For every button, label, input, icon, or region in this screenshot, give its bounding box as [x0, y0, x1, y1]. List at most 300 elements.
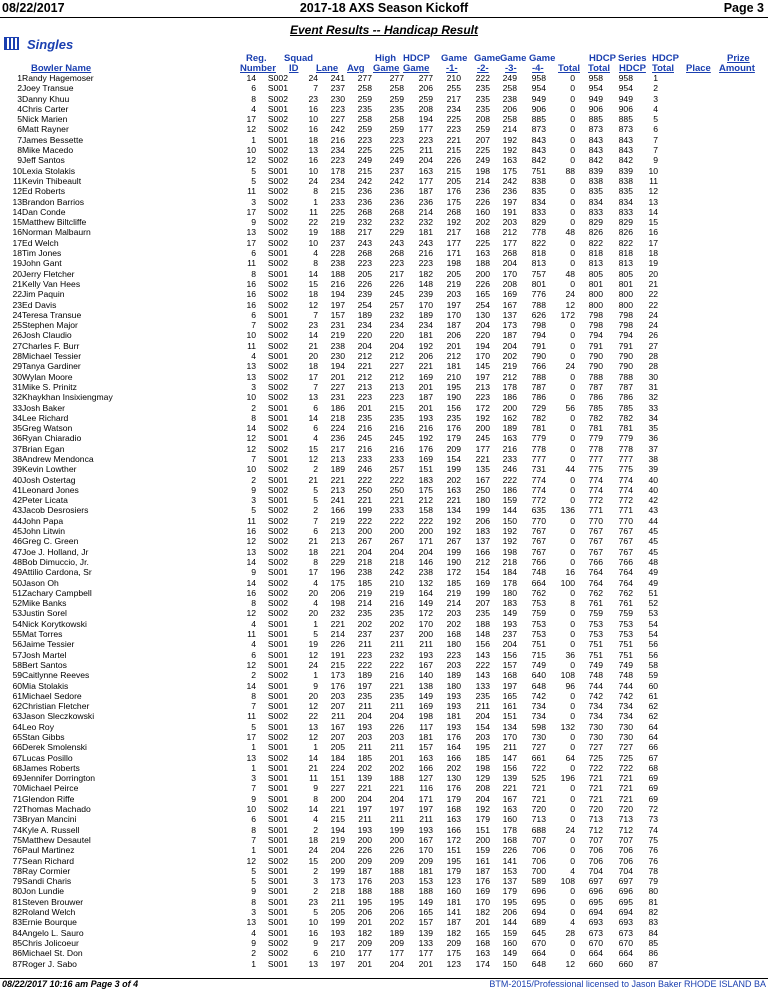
place: 64 [648, 721, 658, 732]
game-2: 156 [446, 402, 461, 413]
game-2: 215 [446, 145, 461, 156]
lane: 1 [313, 742, 318, 753]
squad-id: S002 [267, 124, 288, 135]
squad-id: S002 [267, 320, 288, 331]
squad-id: S001 [267, 134, 288, 145]
game-3: 154 [475, 721, 490, 732]
hdcp-total: 694 [618, 907, 633, 918]
squad-id: S001 [267, 453, 288, 464]
game-4: 178 [502, 824, 517, 835]
hdcp: 0 [570, 175, 575, 186]
average: 197 [330, 299, 345, 310]
prize-amount [658, 794, 696, 804]
lane: 9 [313, 937, 318, 948]
average: 206 [330, 587, 345, 598]
row-number: 14 [12, 206, 22, 217]
high-game: 201 [357, 402, 372, 413]
game-1: 177 [418, 948, 433, 959]
bowler-name: Lee Richard [22, 412, 69, 423]
average: 237 [330, 83, 345, 94]
reg-number: 13 [246, 752, 256, 763]
game-2: 189 [446, 670, 461, 681]
total: 791 [531, 340, 546, 351]
bowler-name: Attilio Cardona, Sr [22, 567, 92, 578]
series-hdcp: 744 [588, 680, 603, 691]
average: 213 [330, 484, 345, 495]
game-3: 198 [475, 165, 490, 176]
squad-id: S001 [267, 268, 288, 279]
hdcp-game: 221 [389, 680, 404, 691]
game-2: 123 [446, 958, 461, 969]
hdcp-game: 236 [389, 186, 404, 197]
game-3: 151 [475, 824, 490, 835]
game-4: 186 [502, 392, 517, 403]
place: 12 [648, 186, 658, 197]
table-row [0, 485, 696, 495]
report-date: 08/22/2017 [2, 1, 65, 15]
average: 215 [330, 186, 345, 197]
table-row [0, 258, 696, 268]
game-4: 149 [502, 608, 517, 619]
lane: 20 [308, 690, 318, 701]
bowler-name: Danny Khuu [22, 93, 70, 104]
table-row [0, 145, 696, 155]
game-1: 172 [418, 608, 433, 619]
table-row [0, 886, 696, 896]
game-1: 127 [418, 773, 433, 784]
high-game: 259 [357, 93, 372, 104]
game-3: 204 [475, 320, 490, 331]
reg-number: 16 [246, 526, 256, 537]
row-number: 65 [12, 732, 22, 742]
report-subtitle: Event Results -- Handicap Result [289, 23, 479, 37]
bowler-name: Ryan Chiaradio [22, 433, 82, 444]
table-row [0, 114, 696, 124]
high-game: 236 [357, 196, 372, 207]
game-4: 183 [502, 598, 517, 609]
game-3: 133 [475, 680, 490, 691]
col-avg: Avg [347, 63, 365, 74]
total: 842 [531, 155, 546, 166]
hdcp-game: 216 [389, 670, 404, 681]
prize-amount [658, 361, 696, 371]
high-game: 223 [357, 134, 372, 145]
series-hdcp: 734 [588, 701, 603, 712]
place: 69 [648, 773, 658, 784]
table-row [0, 876, 696, 886]
hdcp-total: 873 [618, 124, 633, 135]
hdcp-total: 712 [618, 824, 633, 835]
hdcp-total: 798 [618, 309, 633, 320]
reg-number: 12 [246, 536, 256, 547]
game-3: 207 [475, 598, 490, 609]
reg-number: 13 [246, 227, 256, 238]
total: 790 [531, 351, 546, 362]
hdcp-game: 233 [389, 505, 404, 516]
average: 191 [330, 649, 345, 660]
game-4: 258 [502, 114, 517, 125]
hdcp: 0 [570, 258, 575, 269]
high-game: 205 [357, 268, 372, 279]
table-row [0, 732, 696, 742]
high-game: 242 [357, 175, 372, 186]
squad-id: S002 [267, 330, 288, 341]
game-4: 151 [502, 711, 517, 722]
row-number: 38 [12, 453, 22, 464]
squad-id: S002 [267, 515, 288, 526]
squad-id: S001 [267, 958, 288, 969]
game-2: 123 [446, 876, 461, 887]
squad-id: S001 [267, 845, 288, 856]
reg-number: 14 [246, 73, 256, 83]
high-game: 218 [357, 556, 372, 567]
total: 774 [531, 474, 546, 485]
game-1: 170 [418, 299, 433, 310]
hdcp-total: 839 [618, 165, 633, 176]
row-number: 10 [12, 165, 22, 176]
table-row [0, 464, 696, 474]
hdcp-game: 200 [389, 526, 404, 537]
hdcp-game: 259 [389, 93, 404, 104]
bowler-name: Tim Jones [22, 248, 62, 259]
series-hdcp: 958 [588, 73, 603, 83]
game-4: 159 [502, 927, 517, 938]
hdcp-game: 221 [389, 783, 404, 794]
game-3: 200 [475, 834, 490, 845]
reg-number: 9 [251, 937, 256, 948]
total: 838 [531, 175, 546, 186]
hdcp-total: 781 [618, 423, 633, 434]
row-number: 18 [12, 248, 22, 259]
hdcp: 0 [570, 186, 575, 197]
total: 720 [531, 804, 546, 815]
game-2: 175 [446, 196, 461, 207]
prize-amount [658, 732, 696, 742]
series-hdcp: 720 [588, 804, 603, 815]
average: 211 [331, 896, 345, 907]
table-row [0, 814, 696, 824]
game-2: 205 [446, 268, 461, 279]
hdcp-game: 237 [389, 629, 404, 640]
squad-id: S002 [267, 711, 288, 722]
total: 700 [531, 865, 546, 876]
high-game: 254 [357, 299, 372, 310]
prize-amount [658, 289, 696, 299]
game-3: 167 [475, 474, 490, 485]
game-1: 211 [419, 639, 433, 650]
game-4: 173 [502, 320, 517, 331]
game-3: 165 [475, 927, 490, 938]
game-3: 211 [476, 701, 490, 712]
prize-amount [658, 825, 696, 835]
high-game: 193 [357, 824, 372, 835]
reg-number: 6 [251, 814, 256, 825]
game-1: 192 [418, 340, 433, 351]
game-2: 163 [446, 814, 461, 825]
hdcp: 0 [570, 237, 575, 248]
bowler-name: Jacob Desrosiers [22, 505, 89, 516]
game-3: 188 [475, 258, 490, 269]
reg-number: 5 [251, 175, 256, 186]
game-1: 163 [418, 165, 433, 176]
reg-number: 6 [251, 649, 256, 660]
game-4: 150 [502, 958, 517, 969]
game-1: 176 [418, 443, 433, 454]
hdcp: 0 [570, 546, 575, 557]
place: 73 [648, 814, 658, 825]
squad-id: S001 [267, 567, 288, 578]
game-3: 170 [475, 351, 490, 362]
place: 5 [653, 114, 658, 125]
average: 219 [330, 330, 345, 341]
prize-amount [658, 186, 696, 196]
average: 188 [330, 227, 345, 238]
row-number: 47 [12, 546, 22, 557]
lane: 19 [308, 639, 318, 650]
row-number: 1 [17, 73, 22, 83]
place: 22 [648, 289, 658, 300]
series-hdcp: 949 [588, 93, 603, 104]
place: 34 [648, 412, 658, 423]
hdcp-total: 764 [618, 567, 633, 578]
hdcp-total: 751 [618, 649, 633, 660]
high-game: 212 [357, 351, 372, 362]
prize-amount [658, 258, 696, 268]
average: 224 [330, 423, 345, 434]
high-game: 214 [357, 598, 372, 609]
hdcp-total: 744 [618, 680, 633, 691]
reg-number: 9 [251, 793, 256, 804]
series-hdcp: 734 [588, 711, 603, 722]
high-game: 200 [357, 834, 372, 845]
lane: 13 [308, 145, 318, 156]
hdcp-total: 734 [618, 701, 633, 712]
bowler-name: Nick Marien [22, 114, 68, 125]
hdcp-total: 774 [618, 474, 633, 485]
table-row [0, 94, 696, 104]
place: 56 [648, 649, 658, 660]
bowler-name: Randy Hagemoser [22, 73, 94, 83]
series-hdcp: 695 [588, 896, 603, 907]
prize-amount [658, 176, 696, 186]
prize-amount [658, 413, 696, 423]
high-game: 216 [357, 423, 372, 434]
place: 2 [653, 83, 658, 94]
table-icon [4, 37, 19, 50]
hdcp-game: 232 [389, 217, 404, 228]
place: 58 [648, 659, 658, 670]
place: 49 [648, 577, 658, 588]
row-number: 34 [12, 412, 22, 423]
hdcp: 0 [570, 937, 575, 948]
high-game: 187 [357, 865, 372, 876]
bowler-name: Josh Ostertag [22, 474, 76, 485]
game-2: 195 [446, 855, 461, 866]
game-3: 213 [475, 381, 490, 392]
series-hdcp: 843 [588, 145, 603, 156]
hdcp-game: 257 [389, 464, 404, 475]
series-hdcp: 801 [588, 278, 603, 289]
game-1: 204 [418, 155, 433, 166]
average: 173 [330, 876, 345, 887]
game-3: 192 [475, 412, 490, 423]
game-1: 243 [418, 237, 433, 248]
row-number: 5 [17, 114, 22, 125]
table-row [0, 372, 696, 382]
row-number: 86 [12, 948, 22, 959]
hdcp-total: 706 [618, 845, 633, 856]
reg-number: 11 [247, 258, 256, 269]
game-2: 209 [446, 937, 461, 948]
game-3: 160 [475, 206, 490, 217]
squad-id: S001 [267, 495, 288, 506]
hdcp-game: 222 [389, 474, 404, 485]
table-row [0, 423, 696, 433]
series-hdcp: 777 [588, 453, 603, 464]
game-1: 167 [418, 659, 433, 670]
series-hdcp: 751 [588, 649, 603, 660]
section-title: Singles [27, 37, 74, 52]
hdcp: 0 [570, 351, 575, 362]
total: 598 [531, 721, 546, 732]
bowler-name: Roger J. Sabo [22, 958, 77, 969]
hdcp-game: 211 [390, 701, 404, 712]
hdcp: 0 [570, 814, 575, 825]
hdcp-total: 818 [618, 248, 633, 259]
hdcp-total: 695 [618, 896, 633, 907]
squad-id: S002 [267, 237, 288, 248]
lane: 9 [313, 680, 318, 691]
hdcp-game: 268 [389, 248, 404, 259]
total: 834 [531, 196, 546, 207]
average: 232 [330, 608, 345, 619]
high-game: 245 [357, 433, 372, 444]
place: 18 [648, 248, 658, 259]
series-hdcp: 813 [588, 258, 603, 269]
hdcp: 0 [570, 443, 575, 454]
row-number: 21 [12, 278, 22, 289]
hdcp: 44 [565, 464, 575, 475]
table-row [0, 444, 696, 454]
game-3: 208 [475, 783, 490, 794]
reg-number: 17 [246, 237, 256, 248]
hdcp-game: 177 [389, 948, 404, 959]
series-hdcp: 704 [588, 865, 603, 876]
game-1: 149 [418, 896, 433, 907]
place: 66 [648, 742, 658, 753]
high-game: 213 [357, 381, 372, 392]
report-header [0, 0, 768, 17]
table-row [0, 959, 696, 969]
row-number: 46 [12, 536, 22, 547]
reg-number: 6 [251, 248, 256, 259]
place: 51 [648, 587, 658, 598]
high-game: 267 [357, 536, 372, 547]
squad-id: S002 [267, 484, 288, 495]
high-game: 209 [357, 937, 372, 948]
place: 9 [653, 155, 658, 166]
reg-number: 4 [251, 639, 256, 650]
lane: 10 [308, 114, 318, 125]
lane: 7 [313, 309, 318, 320]
average: 236 [330, 433, 345, 444]
game-4: 192 [502, 536, 517, 547]
hdcp-game: 204 [389, 711, 404, 722]
high-game: 222 [357, 659, 372, 670]
game-4: 242 [502, 175, 517, 186]
hdcp-total: 713 [618, 814, 633, 825]
high-game: 195 [357, 896, 372, 907]
high-game: 204 [357, 546, 372, 557]
squad-id: S002 [267, 804, 288, 815]
total: 788 [531, 371, 546, 382]
game-3: 156 [475, 639, 490, 650]
prize-amount [658, 423, 696, 433]
lane: 5 [313, 907, 318, 918]
hdcp-game: 213 [389, 381, 404, 392]
hdcp-total: 885 [618, 114, 633, 125]
reg-number: 10 [246, 804, 256, 815]
reg-number: 13 [246, 361, 256, 372]
total: 525 [531, 773, 546, 784]
row-number: 43 [12, 505, 22, 516]
squad-id: S001 [267, 886, 288, 897]
lane: 5 [313, 629, 318, 640]
high-game: 204 [357, 340, 372, 351]
hdcp-game: 216 [389, 443, 404, 454]
game-1: 193 [418, 412, 433, 423]
bowler-name: Jeff Santos [22, 155, 65, 166]
game-1: 193 [418, 824, 433, 835]
table-row [0, 320, 696, 330]
squad-id: S002 [267, 443, 288, 454]
prize-amount [658, 876, 696, 886]
col-hdcp-total2-2: Total [652, 63, 674, 74]
game-1: 198 [418, 711, 433, 722]
total: 843 [531, 145, 546, 156]
squad-id: S001 [267, 917, 288, 928]
average: 210 [330, 948, 345, 959]
col-g3-1: Game [500, 53, 527, 64]
high-game: 203 [357, 732, 372, 742]
reg-number: 14 [246, 556, 256, 567]
average: 228 [330, 248, 345, 259]
average: 221 [330, 804, 345, 815]
bowler-name: Lucas Posillo [22, 752, 73, 763]
average: 196 [330, 567, 345, 578]
lane: 14 [308, 752, 318, 763]
reg-number: 13 [246, 917, 256, 928]
hdcp: 0 [570, 536, 575, 547]
game-3: 188 [475, 618, 490, 629]
squad-id: S002 [267, 196, 288, 207]
lane: 15 [308, 278, 318, 289]
high-game: 220 [357, 330, 372, 341]
hdcp: 0 [570, 711, 575, 722]
game-2: 209 [446, 443, 461, 454]
game-4: 156 [502, 762, 517, 773]
game-2: 134 [446, 505, 461, 516]
hdcp-game: 202 [389, 618, 404, 629]
high-game: 200 [357, 526, 372, 537]
table-row [0, 773, 696, 783]
game-4: 226 [502, 845, 517, 856]
table-row [0, 557, 696, 567]
hdcp-total: 774 [618, 484, 633, 495]
row-number: 74 [12, 824, 22, 835]
game-4: 168 [502, 670, 517, 681]
bowler-name: Norman Malbaurn [22, 227, 91, 238]
